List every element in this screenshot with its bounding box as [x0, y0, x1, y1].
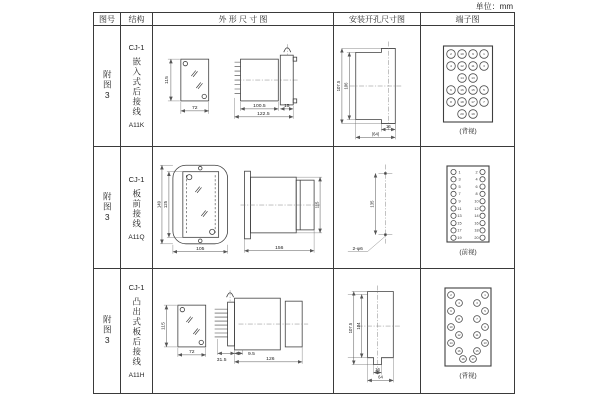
terminal-number: 12 [460, 63, 464, 68]
terminal-number: 7 [458, 191, 461, 196]
terminal-number: 13 [483, 341, 487, 346]
dim-front-width: 72 [192, 105, 198, 111]
row2-code: A11Q [128, 233, 145, 241]
terminal-number: 17 [457, 228, 462, 233]
terminal-circle [451, 176, 456, 181]
row2-model: CJ-1 [128, 174, 145, 184]
terminal-number: 14 [474, 213, 479, 218]
row1-structure: 嵌入式后接线 [131, 57, 142, 117]
terminal-number: 14 [460, 75, 464, 80]
terminal-number: 13 [471, 75, 475, 80]
terminal-number: 6 [450, 309, 452, 314]
header-fig-no: 图号 [94, 13, 121, 26]
row1-model: CJ-1 [128, 43, 145, 52]
row1-front-view [164, 59, 209, 114]
terminal-number: 18 [474, 228, 479, 233]
dim-mount-slot-width: 16 [386, 123, 391, 129]
dim-body-depth: 100.5 [253, 103, 266, 109]
terminal-number: 2 [475, 169, 478, 174]
terminal-circle [451, 205, 456, 210]
terminal-number: 6 [475, 184, 478, 189]
terminal-number: 1 [483, 51, 485, 56]
row1-terminal-diagram [421, 26, 514, 147]
row2-fig-no-cell [94, 147, 121, 269]
terminal-number: 6 [450, 87, 452, 92]
terminal-number: 10 [460, 51, 464, 56]
row1-outline-drawing [153, 26, 333, 147]
row2-terminal-diagram [421, 147, 514, 269]
terminal-number: 18 [460, 99, 464, 104]
header-structure: 结构 [121, 13, 153, 26]
dim-width: 105 [196, 246, 205, 252]
terminal-circle [451, 169, 456, 174]
dim-mount-outer-height: 107.5 [348, 322, 354, 334]
terminal-number: 10 [449, 325, 453, 330]
terminal-number: 15 [471, 87, 475, 92]
row2-front-view [156, 165, 227, 254]
row3-front-view [161, 305, 206, 357]
terminal-circle [480, 220, 485, 225]
terminal-number: 3 [476, 301, 478, 306]
terminal-circle [480, 191, 485, 196]
dim-step-depth: 9.5 [247, 352, 255, 358]
terminal-number: 8 [475, 191, 478, 196]
hole-size-label: 2-φ6 [352, 246, 363, 252]
terminal-number: 7 [476, 317, 478, 322]
dim-side-height: 115 [314, 201, 320, 208]
row1-view-label: (背视) [459, 127, 477, 135]
row2-view-label: (前视) [459, 248, 477, 256]
row2-mounting-drawing [334, 147, 420, 269]
terminal-number: 5 [484, 309, 486, 314]
terminal-number: 14 [449, 341, 453, 346]
terminal-circle [480, 184, 485, 189]
header-terminal-diagram: 端子图 [421, 13, 514, 26]
dim-total-depth: 122.5 [257, 111, 270, 117]
terminal-circle [451, 184, 456, 189]
row3-mounting-drawing-cell [334, 269, 421, 393]
terminal-number: 16 [460, 87, 464, 92]
terminal-number: 16 [474, 220, 479, 225]
row3-structure-cell [121, 269, 153, 393]
row3-terminal-diagram-cell [421, 269, 514, 393]
dim-mount-total-width: 64 [378, 374, 383, 380]
dim-flange-depth: 15 [283, 103, 290, 109]
terminal-circle [451, 220, 456, 225]
row1-structure-cell [121, 26, 153, 147]
dim-outer-height: 149 [156, 200, 162, 208]
dim-mount-inner-height: 106 [343, 81, 349, 90]
terminal-number: 2 [450, 51, 452, 56]
terminal-number: 11 [475, 333, 479, 338]
row3-model: CJ-1 [128, 283, 145, 292]
terminal-circle [480, 213, 485, 218]
dim-depth: 156 [275, 245, 284, 251]
terminal-number: 17 [471, 99, 475, 104]
row2-mounting-drawing-cell [334, 147, 421, 269]
terminal-number: 20 [474, 235, 479, 240]
dim-front-height: 115 [164, 75, 170, 84]
terminal-number: 9 [484, 325, 486, 330]
terminal-circle [451, 191, 456, 196]
terminal-number: 15 [475, 349, 479, 354]
terminal-number: 8 [450, 99, 452, 104]
terminal-circle [451, 198, 456, 203]
terminal-circle [480, 169, 485, 174]
terminal-number: 4 [475, 177, 478, 182]
row2-structure-cell [121, 147, 153, 269]
terminal-circle [480, 227, 485, 232]
row2-fig-no: 附图3 [102, 191, 113, 224]
terminal-number: 9 [458, 199, 461, 203]
terminal-circle [480, 205, 485, 210]
terminal-number: 3 [483, 63, 485, 68]
terminal-circle [480, 198, 485, 203]
dim-mount-outer-height: 107.5 [336, 80, 342, 91]
row3-structure: 凸出式板后接线 [131, 297, 142, 367]
dim-mount-slot-width: 16 [375, 366, 380, 372]
row3-terminal-diagram [421, 269, 514, 393]
dim-hole-spacing: 135 [369, 199, 375, 208]
terminal-number: 5 [458, 184, 461, 189]
terminal-number: 2 [450, 293, 452, 298]
row1-fig-no-cell [94, 26, 121, 147]
terminal-number: 10 [474, 199, 479, 203]
terminal-number: 15 [457, 220, 462, 225]
terminal-number: 13 [457, 213, 462, 218]
terminal-number: 17 [471, 357, 475, 362]
dim-mount-inner-height: 104 [355, 322, 361, 330]
row2-structure: 板前接线 [131, 188, 142, 229]
terminal-number: 4 [458, 301, 460, 306]
terminal-number: 12 [474, 206, 479, 211]
terminal-number: 4 [450, 63, 452, 68]
row3-mounting-drawing [334, 269, 420, 393]
dim-front-width: 72 [189, 350, 195, 356]
row1-side-view [235, 44, 299, 119]
terminal-circle [451, 227, 456, 232]
terminal-circle [451, 213, 456, 218]
dim-front-height: 115 [161, 322, 167, 330]
row2-outline-drawing-cell [153, 147, 334, 269]
dim-body-depth: 126 [266, 357, 275, 363]
terminal-number: 16 [457, 349, 461, 354]
terminal-number: 1 [458, 169, 461, 174]
terminal-circle [451, 235, 456, 240]
row3-code: A11H [128, 372, 145, 379]
terminal-number: 19 [457, 235, 462, 240]
terminal-number: 5 [483, 87, 485, 92]
terminal-number: 3 [458, 177, 461, 182]
row2-outline-drawing [153, 147, 333, 269]
row1-outline-drawing-cell [153, 26, 334, 147]
row3-fig-no: 附图3 [102, 315, 113, 347]
row1-fig-no: 附图3 [102, 70, 113, 102]
terminal-number: 7 [483, 99, 485, 104]
row3-outline-drawing [153, 269, 333, 393]
dim-mount-total-width: (64) [371, 131, 380, 137]
row3-outline-drawing-cell [153, 269, 334, 393]
spec-table [93, 12, 515, 394]
row3-fig-no-cell [94, 269, 121, 393]
row1-terminal-diagram-cell [421, 26, 514, 147]
terminal-number: 9 [472, 51, 474, 56]
terminal-number: 12 [457, 333, 461, 338]
dim-inner-height: 125 [163, 200, 169, 208]
terminal-number: 20 [460, 111, 464, 116]
row2-terminal-diagram-cell [421, 147, 514, 269]
terminal-number: 11 [471, 63, 475, 68]
unit-label: 单位：mm [475, 2, 513, 11]
row3-view-label: (背视) [459, 372, 477, 380]
row1-mounting-drawing [334, 26, 420, 147]
header-mounting-holes: 安装开孔尺寸图 [334, 13, 421, 26]
terminal-number: 18 [461, 357, 465, 362]
row3-side-view [215, 290, 308, 364]
row1-code: A11K [128, 122, 145, 129]
terminal-number: 19 [471, 111, 475, 116]
terminal-circle [480, 235, 485, 240]
terminal-number: 1 [484, 293, 486, 298]
terminal-number: 8 [458, 317, 460, 322]
row2-side-view [241, 171, 323, 253]
terminal-number: 11 [457, 206, 462, 211]
header-outline-dims: 外 形 尺 寸 图 [153, 13, 334, 26]
terminal-circle [480, 176, 485, 181]
row1-mounting-drawing-cell [334, 26, 421, 147]
dim-pin-depth: 31.5 [216, 357, 227, 363]
